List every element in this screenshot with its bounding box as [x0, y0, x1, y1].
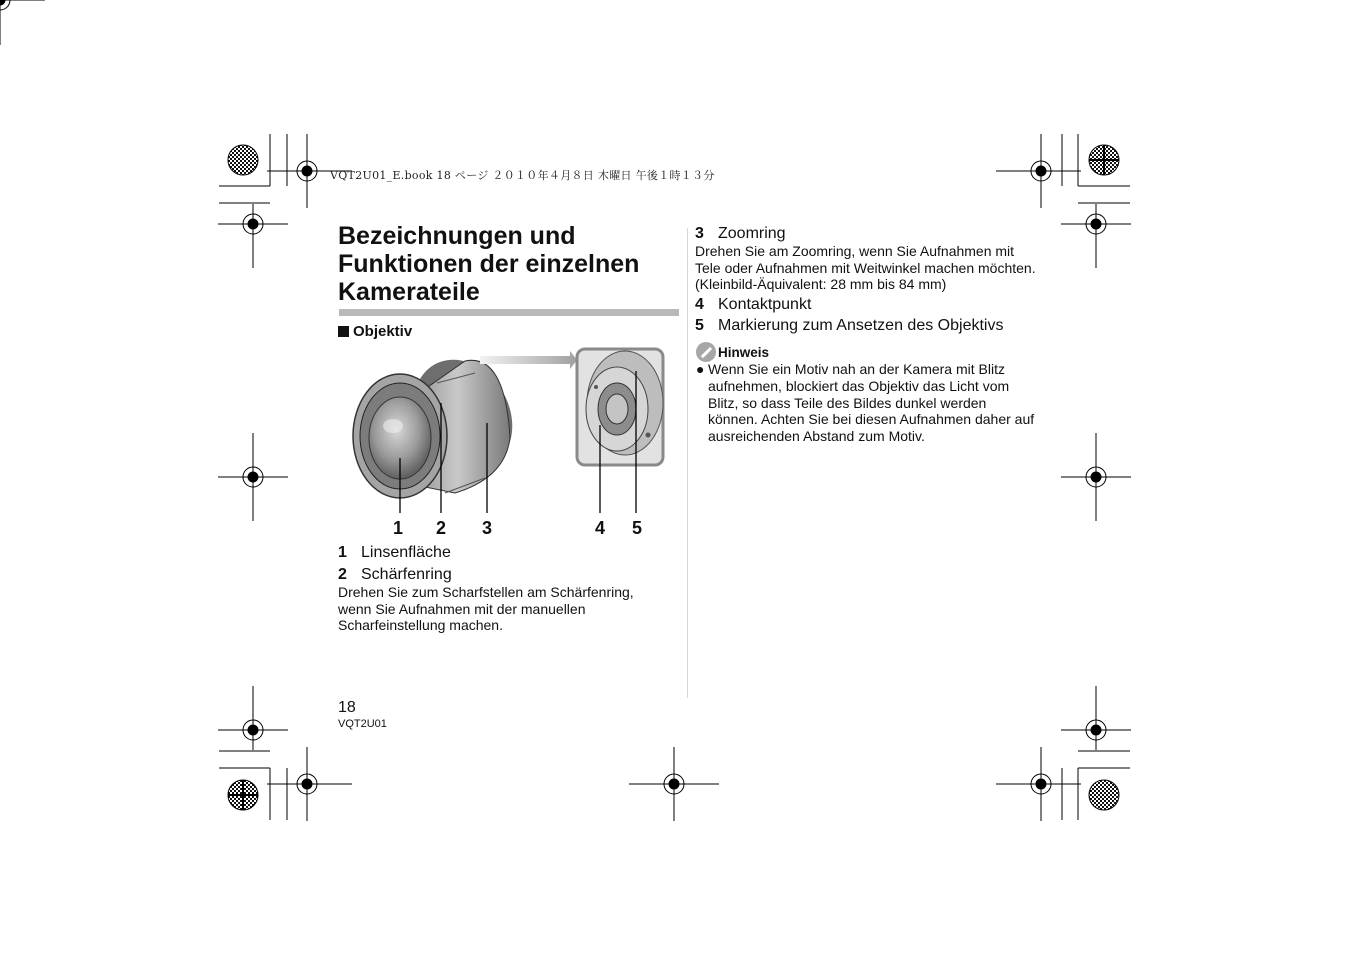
callout-1: 1 [393, 518, 404, 538]
item-title: Schärfenring [361, 566, 452, 583]
item-number: 2 [338, 566, 347, 583]
item-1 [338, 544, 451, 562]
bullet-icon: ● [696, 361, 705, 377]
pencil-icon [696, 342, 716, 362]
square-bullet-icon [338, 326, 349, 337]
item-title: Linsenfläche [361, 544, 451, 561]
note-heading-text: Hinweis [718, 345, 770, 360]
callout-3: 3 [482, 518, 493, 538]
item-title: Markierung zum Ansetzen des Objektivs [718, 317, 1004, 334]
lens-illustration [345, 343, 675, 543]
item-3-description: Drehen Sie am Zoomring, wenn Sie Aufnahmen mit Tele oder Aufnahmen mit Weitwinkel machen möchten. (Kleinbild-Äquivalent: 28 mm bis 84 mm) [695, 243, 1036, 293]
section-heading-text: Objektiv [353, 323, 413, 340]
page-number: 18 [338, 699, 356, 716]
note-item [696, 361, 1036, 445]
callout-5: 5 [632, 518, 643, 538]
page-code: VQT2U01 [338, 718, 387, 730]
item-number: 3 [695, 225, 704, 242]
lens-front-view [353, 343, 532, 498]
callout-2: 2 [436, 518, 447, 538]
print-header: VQT2U01_E.book 18 ページ ２０１０年４月８日 木曜日 午後１時１３分 [330, 169, 715, 182]
page-title: Bezeichnungen und Funktionen der einzelnen Kamerateile [338, 222, 640, 306]
item-title: Zoomring [718, 225, 786, 242]
item-3 [695, 225, 786, 243]
callout-4: 4 [595, 518, 606, 538]
title-underline [339, 309, 679, 316]
item-number: 4 [695, 296, 704, 313]
note-heading [696, 342, 769, 362]
item-number: 5 [695, 317, 704, 334]
item-title: Kontaktpunkt [718, 296, 812, 313]
lens-rear-view [577, 349, 663, 465]
note-text: Wenn Sie ein Motiv nah an der Kamera mit Blitz aufnehmen, blockiert das Objektiv das Licht vom Blitz, so dass Teile des Bildes dunkel werden können. Achten Sie bei diesen Aufnahmen daher auf ausreichenden Abstand zum Motiv. [708, 361, 1035, 445]
item-2 [338, 566, 452, 584]
item-5 [695, 317, 1003, 335]
section-heading [338, 323, 412, 340]
item-number: 1 [338, 544, 347, 561]
item-4 [695, 296, 811, 314]
column-divider [687, 228, 688, 698]
item-2-description: Drehen Sie zum Scharfstellen am Schärfenring, wenn Sie Aufnahmen mit der manuellen Scharfeinstellung machen. [338, 584, 634, 634]
